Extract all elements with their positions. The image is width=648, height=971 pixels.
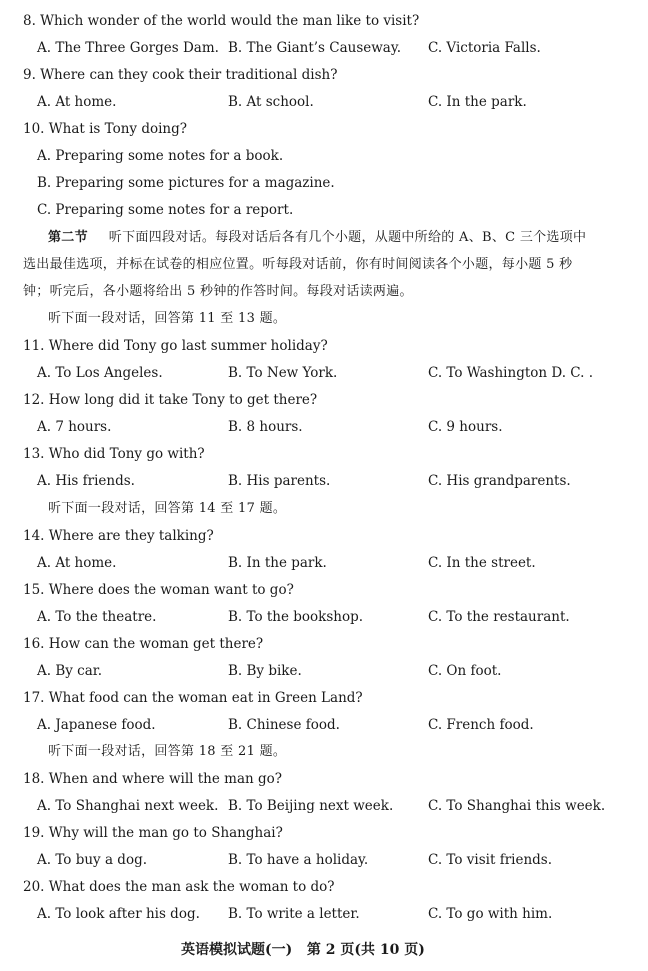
question-9-option-b: B. At school. [228,94,314,110]
question-16-option-a: A. By car. [37,663,103,679]
question-19-option-a: A. To buy a dog. [37,852,148,868]
question-19-option-b: B. To have a holiday. [228,852,369,868]
question-14: 14. Where are they talking? [23,528,214,544]
question-13-option-a: A. His friends. [37,473,135,489]
instruction-11-13: 听下面一段对话，回答第 11 至 13 题。 [48,311,287,326]
question-8: 8. Which wonder of the world would the man like to visit? [23,13,420,29]
section-2-directions-line-2: 选出最佳选项，并标在试卷的相应位置。听每段对话前，你有时间阅读各个小题，每小题 5 秒 [23,257,573,272]
question-10-option-b: B. Preparing some pictures for a magazine. [37,175,335,191]
question-20: 20. What does the man ask the woman to do? [23,879,335,895]
instruction-14-17: 听下面一段对话，回答第 14 至 17 题。 [48,501,287,516]
question-15: 15. Where does the woman want to go? [23,582,294,598]
question-10: 10. What is Tony doing? [23,121,187,137]
question-20-option-a: A. To look after his dog. [37,906,200,922]
instruction-18-21: 听下面一段对话，回答第 18 至 21 题。 [48,744,287,759]
question-9-option-c: C. In the park. [428,94,527,110]
question-18: 18. When and where will the man go? [23,771,282,787]
question-10-option-a: A. Preparing some notes for a book. [37,148,284,164]
question-8-option-c: C. Victoria Falls. [428,40,541,56]
question-11-option-c: C. To Washington D. C. . [428,365,594,381]
question-14-option-a: A. At home. [37,555,117,571]
question-19-option-c: C. To visit friends. [428,852,553,868]
question-17-option-a: A. Japanese food. [37,717,156,733]
question-8-option-b: B. The Giant’s Causeway. [228,40,401,56]
question-12-option-c: C. 9 hours. [428,419,503,435]
question-18-option-c: C. To Shanghai this week. [428,798,606,814]
question-13-option-b: B. His parents. [228,473,331,489]
question-12-option-b: B. 8 hours. [228,419,303,435]
question-19: 19. Why will the man go to Shanghai? [23,825,283,841]
question-16-option-b: B. By bike. [228,663,302,679]
question-10-option-c: C. Preparing some notes for a report. [37,202,294,218]
question-20-option-b: B. To write a letter. [228,906,360,922]
question-13-option-c: C. His grandparents. [428,473,571,489]
question-16-option-c: C. On foot. [428,663,502,679]
question-12: 12. How long did it take Tony to get there? [23,392,318,408]
question-11-option-b: B. To New York. [228,365,338,381]
question-9: 9. Where can they cook their traditional dish? [23,67,338,83]
question-17: 17. What food can the woman eat in Green Land? [23,690,363,706]
question-15-option-b: B. To the bookshop. [228,609,364,625]
question-20-option-c: C. To go with him. [428,906,553,922]
question-17-option-c: C. French food. [428,717,534,733]
question-11-option-a: A. To Los Angeles. [37,365,163,381]
section-2-title: 第二节 [48,230,88,245]
question-18-option-a: A. To Shanghai next week. [37,798,219,814]
question-15-option-a: A. To the theatre. [37,609,157,625]
section-2-directions-line-1: 听下面四段对话。每段对话后各有几个小题，从题中所给的 A、B、C 三个选项中 [108,230,587,245]
question-13: 13. Who did Tony go with? [23,446,205,462]
section-2-heading [48,229,586,247]
question-12-option-a: A. 7 hours. [37,419,112,435]
question-14-option-b: B. In the park. [228,555,327,571]
page-footer: 英语模拟试题(一) 第 2 页(共 10 页) [181,942,425,958]
question-11: 11. Where did Tony go last summer holiday? [23,338,328,354]
section-2-directions-line-3: 钟；听完后，各小题将给出 5 秒钟的作答时间。每段对话读两遍。 [23,284,413,299]
question-14-option-c: C. In the street. [428,555,536,571]
question-17-option-b: B. Chinese food. [228,717,340,733]
question-9-option-a: A. At home. [37,94,117,110]
question-15-option-c: C. To the restaurant. [428,609,570,625]
question-16: 16. How can the woman get there? [23,636,264,652]
question-18-option-b: B. To Beijing next week. [228,798,394,814]
question-8-option-a: A. The Three Gorges Dam. [37,40,219,56]
